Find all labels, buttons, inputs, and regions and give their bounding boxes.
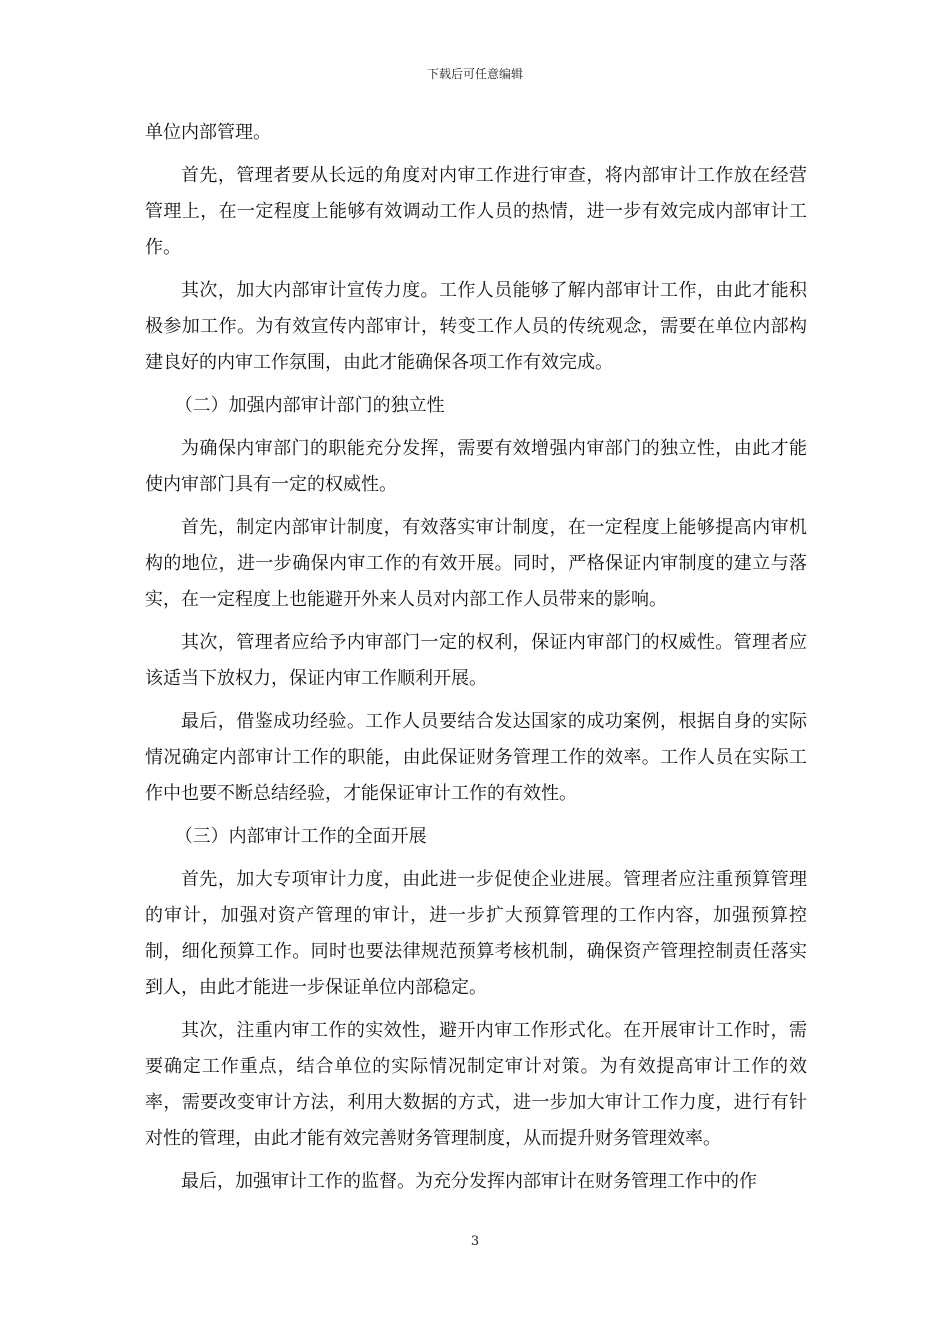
- paragraph: 其次，管理者应给予内审部门一定的权利，保证内审部门的权威性。管理者应该适当下放权力，保证内审工作顺利开展。: [145, 632, 807, 689]
- document-body: [145, 115, 807, 1207]
- paragraph: 为确保内审部门的职能充分发挥，需要有效增强内审部门的独立性，由此才能使内审部门具有一定的权威性。: [145, 438, 807, 495]
- paragraph: 最后，借鉴成功经验。工作人员要结合发达国家的成功案例，根据自身的实际情况确定内部审计工作的职能，由此保证财务管理工作的效率。工作人员在实际工作中也要不断总结经验，才能保证审计工作的有效性。: [145, 711, 807, 804]
- paragraph: 其次，加大内部审计宣传力度。工作人员能够了解内部审计工作，由此才能积极参加工作。为有效宣传内部审计，转变工作人员的传统观念，需要在单位内部构建良好的内审工作氛围，由此才能确保各项工作有效完成。: [145, 280, 807, 373]
- section-heading: （三）内部审计工作的全面开展: [174, 826, 427, 847]
- paragraph: 首先，制定内部审计制度，有效落实审计制度，在一定程度上能够提高内审机构的地位，进一步确保内审工作的有效开展。同时，严格保证内审制度的建立与落实，在一定程度上也能避开外来人员对内部工作人员带来的影响。: [145, 517, 807, 610]
- paragraph: 最后，加强审计工作的监督。为充分发挥内部审计在财务管理工作中的作: [181, 1171, 757, 1192]
- page-number: 3: [470, 1234, 480, 1249]
- paragraph: 其次，注重内审工作的实效性，避开内审工作形式化。在开展审计工作时，需要确定工作重点，结合单位的实际情况制定审计对策。为有效提高审计工作的效率，需要改变审计方法，利用大数据的方式，进一步加大审计工作力度，进行有针对性的管理，由此才能有效完善财务管理制度，从而提升财务管理效率。: [145, 1020, 807, 1149]
- paragraph: 首先，加大专项审计力度，由此进一步促使企业进展。管理者应注重预算管理的审计，加强对资产管理的审计，进一步扩大预算管理的工作内容，加强预算控制，细化预算工作。同时也要法律规范预算考核机制，确保资产管理控制责任落实到人，由此才能进一步保证单位内部稳定。: [145, 869, 807, 998]
- page-header: 下载后可任意编辑: [426, 67, 523, 81]
- section-heading: （二）加强内部审计部门的独立性: [174, 395, 445, 416]
- paragraph: 首先，管理者要从长远的角度对内审工作进行审查，将内部审计工作放在经营管理上，在一定程度上能够有效调动工作人员的热情，进一步有效完成内部审计工作。: [145, 165, 807, 258]
- paragraph: 单位内部管理。: [145, 122, 271, 143]
